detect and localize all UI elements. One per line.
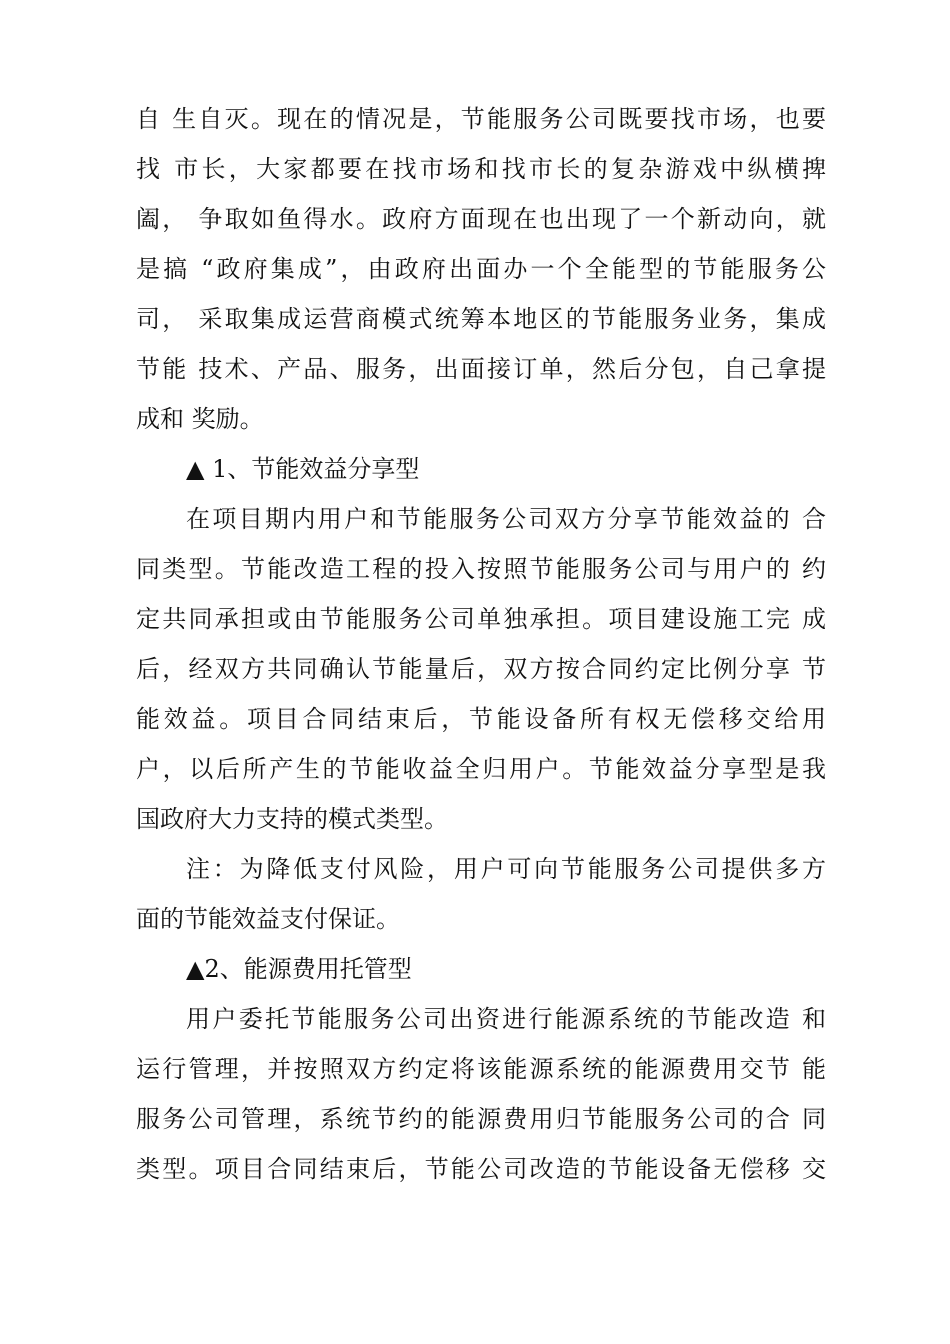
text-line: 后，经双方共同确认节能量后，双方按合同约定比例分享 节 [136, 655, 826, 683]
text-line: 节能 技术、产品、服务，出面接订单，然后分包，自己拿提 [136, 355, 826, 383]
text-line: 用户委托节能服务公司出资进行能源系统的节能改造 和 [186, 1005, 826, 1033]
text-line: 成和 奖励。 [136, 405, 264, 433]
text-line: 同类型。节能改造工程的投入按照节能服务公司与用户的 约 [136, 555, 826, 583]
text-line: 户，以后所产生的节能收益全归用户。节能效益分享型是我 [136, 755, 826, 783]
text-line: 自 生自灭。现在的情况是，节能服务公司既要找市场，也要 [136, 105, 826, 133]
text-line: 国政府大力支持的模式类型。 [136, 805, 448, 833]
text-line: 面的节能效益支付保证。 [136, 905, 400, 933]
section-heading: ▲ 1、节能效益分享型 [186, 455, 420, 483]
text-line: 类型。项目合同结束后，节能公司改造的节能设备无偿移 交 [136, 1155, 826, 1183]
body-text [136, 94, 826, 1194]
text-line: 运行管理，并按照双方约定将该能源系统的能源费用交节 能 [136, 1055, 826, 1083]
text-line: 阖， 争取如鱼得水。政府方面现在也出现了一个新动向，就 [136, 205, 826, 233]
text-line: 找 市长，大家都要在找市场和找市长的复杂游戏中纵横捭 [136, 155, 826, 183]
text-line: 定共同承担或由节能服务公司单独承担。项目建设施工完 成 [136, 605, 826, 633]
text-line: 在项目期内用户和节能服务公司双方分享节能效益的 合 [186, 505, 826, 533]
text-line: 司， 采取集成运营商模式统筹本地区的节能服务业务，集成 [136, 305, 826, 333]
section-heading: ▲2、能源费用托管型 [186, 955, 412, 983]
text-line: 是搞 “政府集成”，由政府出面办一个全能型的节能服务公 [136, 255, 826, 283]
text-line: 服务公司管理，系统节约的能源费用归节能服务公司的合 同 [136, 1105, 826, 1133]
text-line: 注：为降低支付风险，用户可向节能服务公司提供多方 [186, 855, 826, 883]
text-line: 能效益。项目合同结束后，节能设备所有权无偿移交给用 [136, 705, 826, 733]
